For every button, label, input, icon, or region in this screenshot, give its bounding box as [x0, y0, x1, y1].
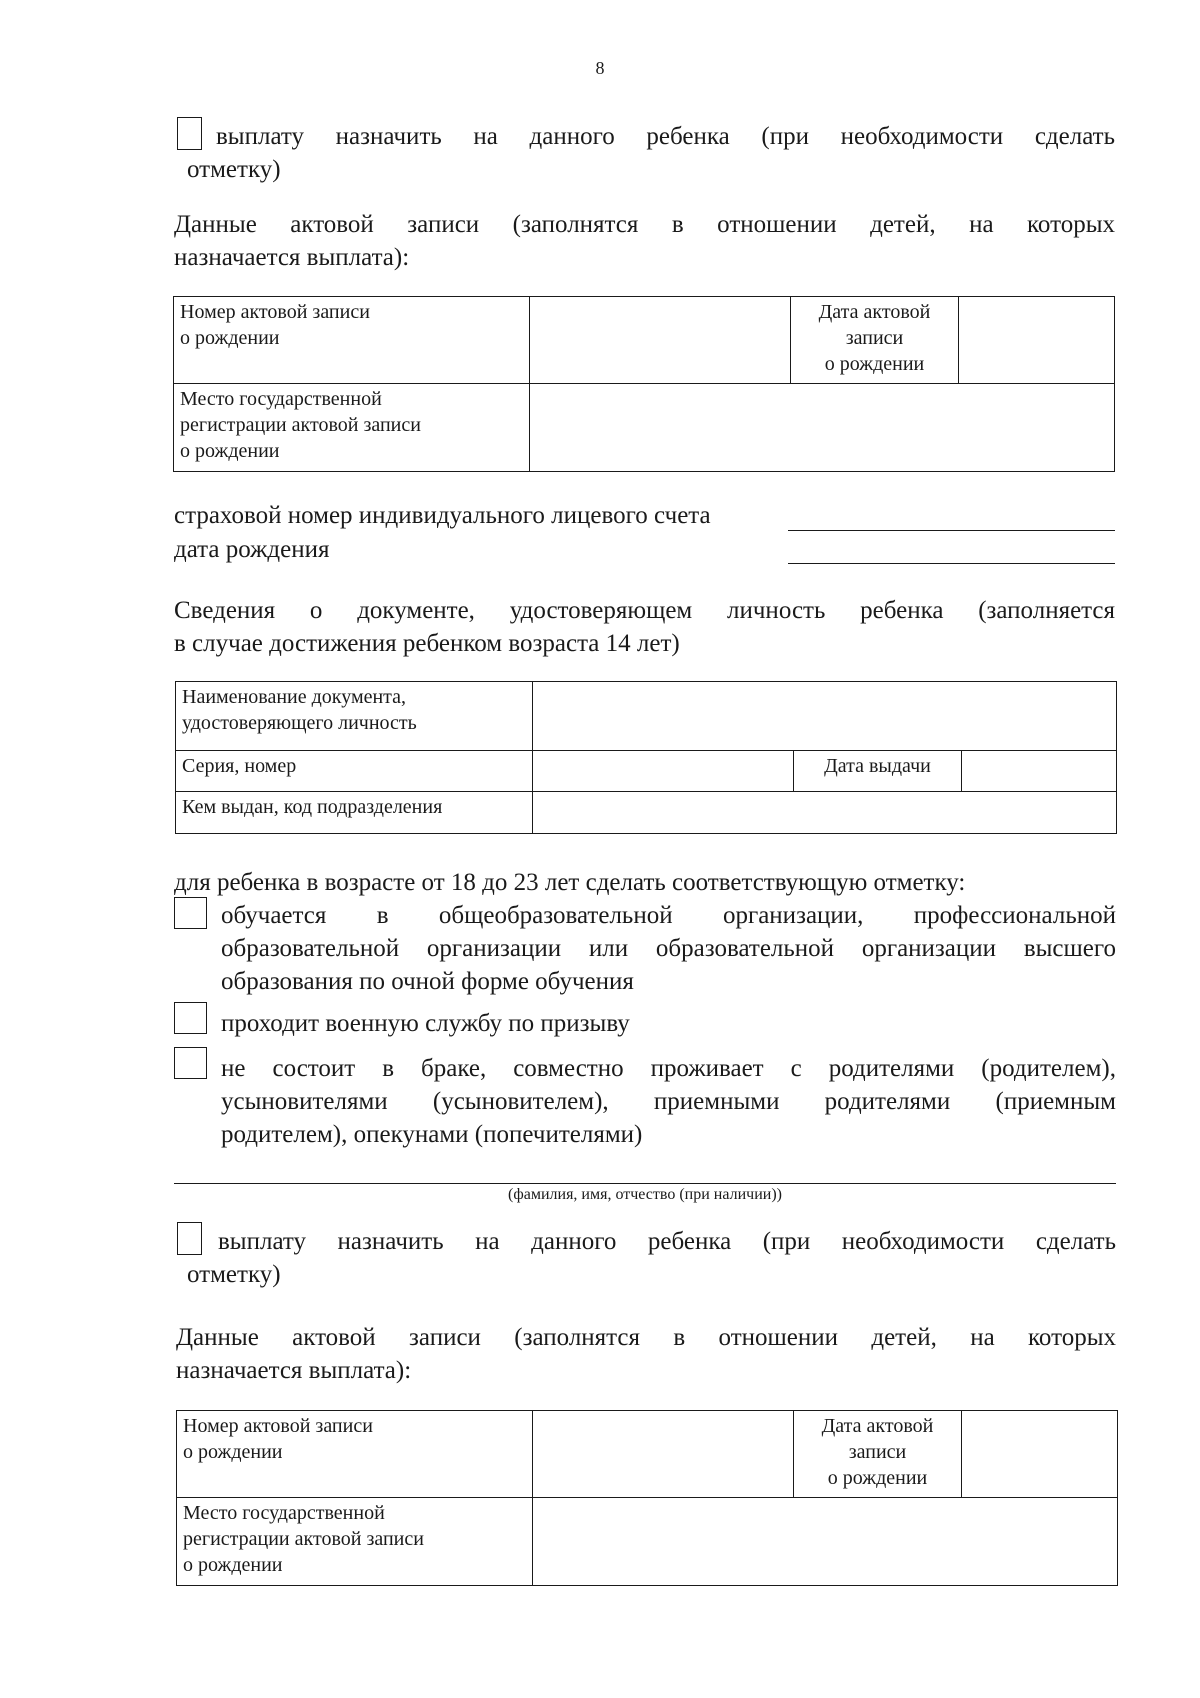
act-record-heading-2: Данные актовой записи (заполнятся в отношении детей, на которых [176, 1324, 1116, 1351]
assign-payment-text-2: выплату назначить на данного ребенка (при необходимости сделать [218, 1228, 1116, 1255]
age-18-23-heading: для ребенка в возрасте от 18 до 23 лет сделать соответствующую отметку: [174, 869, 966, 896]
act-date-field-2[interactable] [962, 1411, 1118, 1498]
act-number-label-2: Номер актовой записи о рождении [177, 1411, 533, 1498]
identity-doc-table [175, 681, 1117, 834]
act-record-heading-1-cont: назначается выплата): [174, 244, 410, 271]
registration-place-label-1: Место государственной регистрации актовой записи о рождении [174, 384, 530, 472]
assign-payment-checkbox-1[interactable] [177, 117, 202, 150]
identity-doc-heading-cont: в случае достижения ребенком возраста 14 лет) [174, 630, 680, 657]
act-date-label-1: Дата актовой записи о рождении [791, 297, 959, 384]
assign-payment-text-2-cont: отметку) [187, 1261, 281, 1288]
series-number-field[interactable] [533, 751, 794, 792]
not-married-option-text: не состоит в браке, совместно проживает с родителями (родителем), [221, 1055, 1116, 1082]
assign-payment-text-1-cont: отметку) [187, 156, 281, 183]
birth-date-field[interactable] [788, 563, 1115, 564]
act-number-label-1: Номер актовой записи о рождении [174, 297, 530, 384]
assign-payment-text-1: выплату назначить на данного ребенка (при необходимости сделать [216, 123, 1115, 150]
act-date-field-1[interactable] [959, 297, 1115, 384]
not-married-option-text-cont: усыновителями (усыновителем), приемными родителями (приемным [221, 1088, 1116, 1115]
act-number-field-1[interactable] [530, 297, 791, 384]
registration-place-field-2[interactable] [533, 1498, 1118, 1586]
act-date-label-2: Дата актовой записи о рождении [794, 1411, 962, 1498]
page-number: 8 [595, 58, 605, 78]
act-record-table-1 [173, 296, 1115, 472]
series-number-label: Серия, номер [176, 751, 533, 792]
studying-option-text: обучается в общеобразовательной организации, профессиональной [221, 902, 1116, 929]
identity-doc-heading: Сведения о документе, удостоверяющем личность ребенка (заполняется [174, 597, 1115, 624]
act-record-table-2 [176, 1410, 1118, 1586]
military-service-option-text: проходит военную службу по призыву [221, 1010, 630, 1037]
issued-by-field[interactable] [533, 792, 1117, 834]
snils-field[interactable] [788, 530, 1115, 531]
not-married-option-text-end: родителем), опекунами (попечителями) [221, 1121, 643, 1148]
military-service-checkbox[interactable] [174, 1002, 207, 1034]
snils-label: страховой номер индивидуального лицевого счета [174, 502, 711, 529]
issue-date-label: Дата выдачи [794, 751, 962, 792]
birth-date-label: дата рождения [174, 536, 330, 563]
registration-place-field-1[interactable] [530, 384, 1115, 472]
registration-place-label-2: Место государственной регистрации актовой записи о рождении [177, 1498, 533, 1586]
studying-option-text-cont: образовательной организации или образовательной организации высшего [221, 935, 1116, 962]
issue-date-field[interactable] [962, 751, 1117, 792]
fio-field[interactable] [174, 1183, 1116, 1184]
doc-name-field[interactable] [533, 682, 1117, 751]
act-number-field-2[interactable] [533, 1411, 794, 1498]
fio-caption: (фамилия, имя, отчество (при наличии)) [508, 1186, 782, 1203]
issued-by-label: Кем выдан, код подразделения [176, 792, 533, 834]
assign-payment-checkbox-2[interactable] [177, 1222, 202, 1255]
not-married-checkbox[interactable] [174, 1047, 207, 1079]
studying-option-text-end: образования по очной форме обучения [221, 968, 634, 995]
doc-name-label: Наименование документа, удостоверяющего личность [176, 682, 533, 751]
studying-checkbox[interactable] [174, 897, 207, 929]
act-record-heading-2-cont: назначается выплата): [176, 1357, 412, 1384]
act-record-heading-1: Данные актовой записи (заполнятся в отношении детей, на которых [174, 211, 1115, 238]
